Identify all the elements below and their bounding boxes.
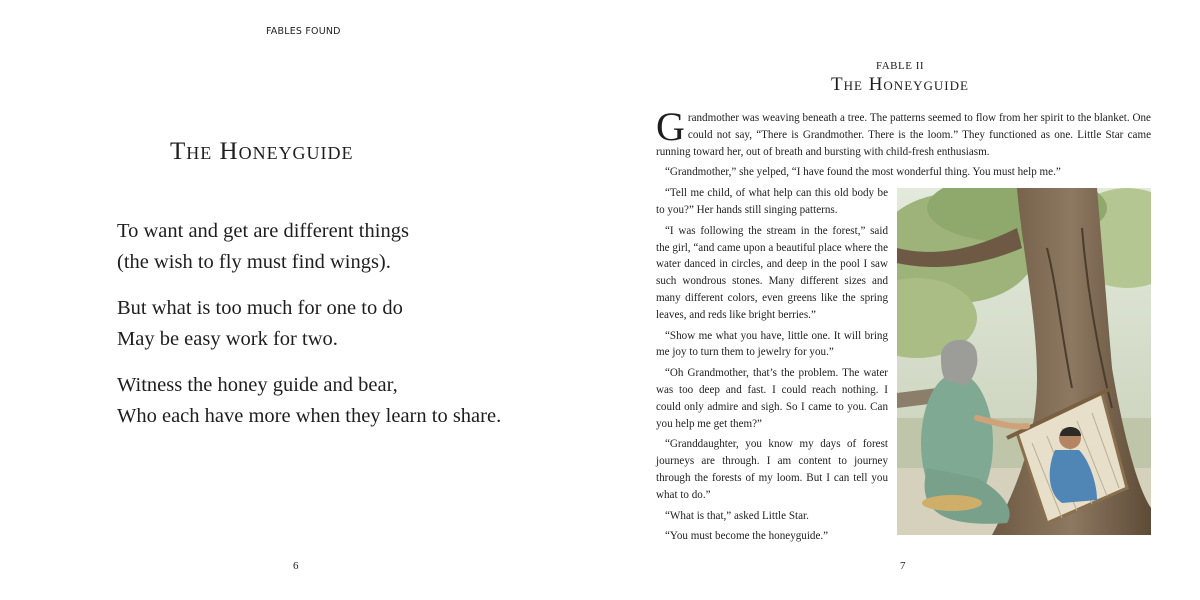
fable-title: The Honeyguide	[831, 74, 969, 95]
poem-line: But what is too much for one to do	[117, 297, 403, 319]
poem-stanza	[117, 216, 537, 278]
story-paragraph: “What is that,” asked Little Star.	[665, 509, 809, 522]
story-paragraph	[656, 104, 1151, 160]
running-head: FABLES FOUND	[266, 26, 341, 37]
story-paragraph: “Granddaughter, you know my days of forest journeys are through. I am content to journey through the forests of my loom. But I can tell you what to do.”	[656, 438, 888, 501]
poem-line: Witness the honey guide and bear,	[117, 374, 398, 396]
poem-stanza	[117, 370, 537, 432]
poem-line: (the wish to fly must find wings).	[117, 251, 391, 273]
poem-line: May be easy work for two.	[117, 328, 338, 350]
story-paragraph: “Show me what you have, little one. It will bring me joy to turn them to jewelry for you.”	[656, 329, 888, 359]
poem-stanza	[117, 293, 537, 355]
poem-line: To want and get are different things	[117, 220, 409, 242]
story-paragraph: “I was following the stream in the forest,” said the girl, “and came upon a beautiful place where the water danced in circles, and deep in the pool I saw such wondrous stones. Many different sizes and many different colors, even greens like the spring leaves, and reds like bright berries.”	[656, 224, 888, 321]
drop-cap: G	[656, 104, 685, 149]
poem-title: The Honeyguide	[170, 138, 354, 165]
story-paragraph: “Tell me child, of what help can this old body be to you?” Her hands still singing patterns.	[656, 187, 888, 216]
story-paragraph: “Grandmother,” she yelped, “I have found the most wonderful thing. You must help me.”	[665, 166, 1061, 179]
story-paragraph: “Oh Grandmother, that’s the problem. The water was too deep and fast. I could reach nothing. I could only admire and sigh. So I came to you. Can you help me get them?”	[656, 367, 888, 430]
grandmother-weaving-illustration	[897, 188, 1151, 535]
poem-line: Who each have more when they learn to share.	[117, 405, 502, 427]
story-paragraph: “You must become the honeyguide.”	[665, 530, 829, 543]
fable-label: FABLE II	[875, 60, 925, 72]
poem	[117, 216, 537, 447]
right-page	[600, 0, 1200, 600]
story-paragraph-text: randmother was weaving beneath a tree. The patterns seemed to flow from her spirit to the blanket. One could not say, “There is Grandmother. There is the loom.” They functioned as one. Little Star came running toward her, out of breath and bursting with child-fresh enthusiasm.	[656, 112, 1151, 158]
page-number-right: 7	[900, 560, 906, 572]
story-text	[656, 104, 1151, 549]
page-number-left: 6	[293, 560, 299, 572]
